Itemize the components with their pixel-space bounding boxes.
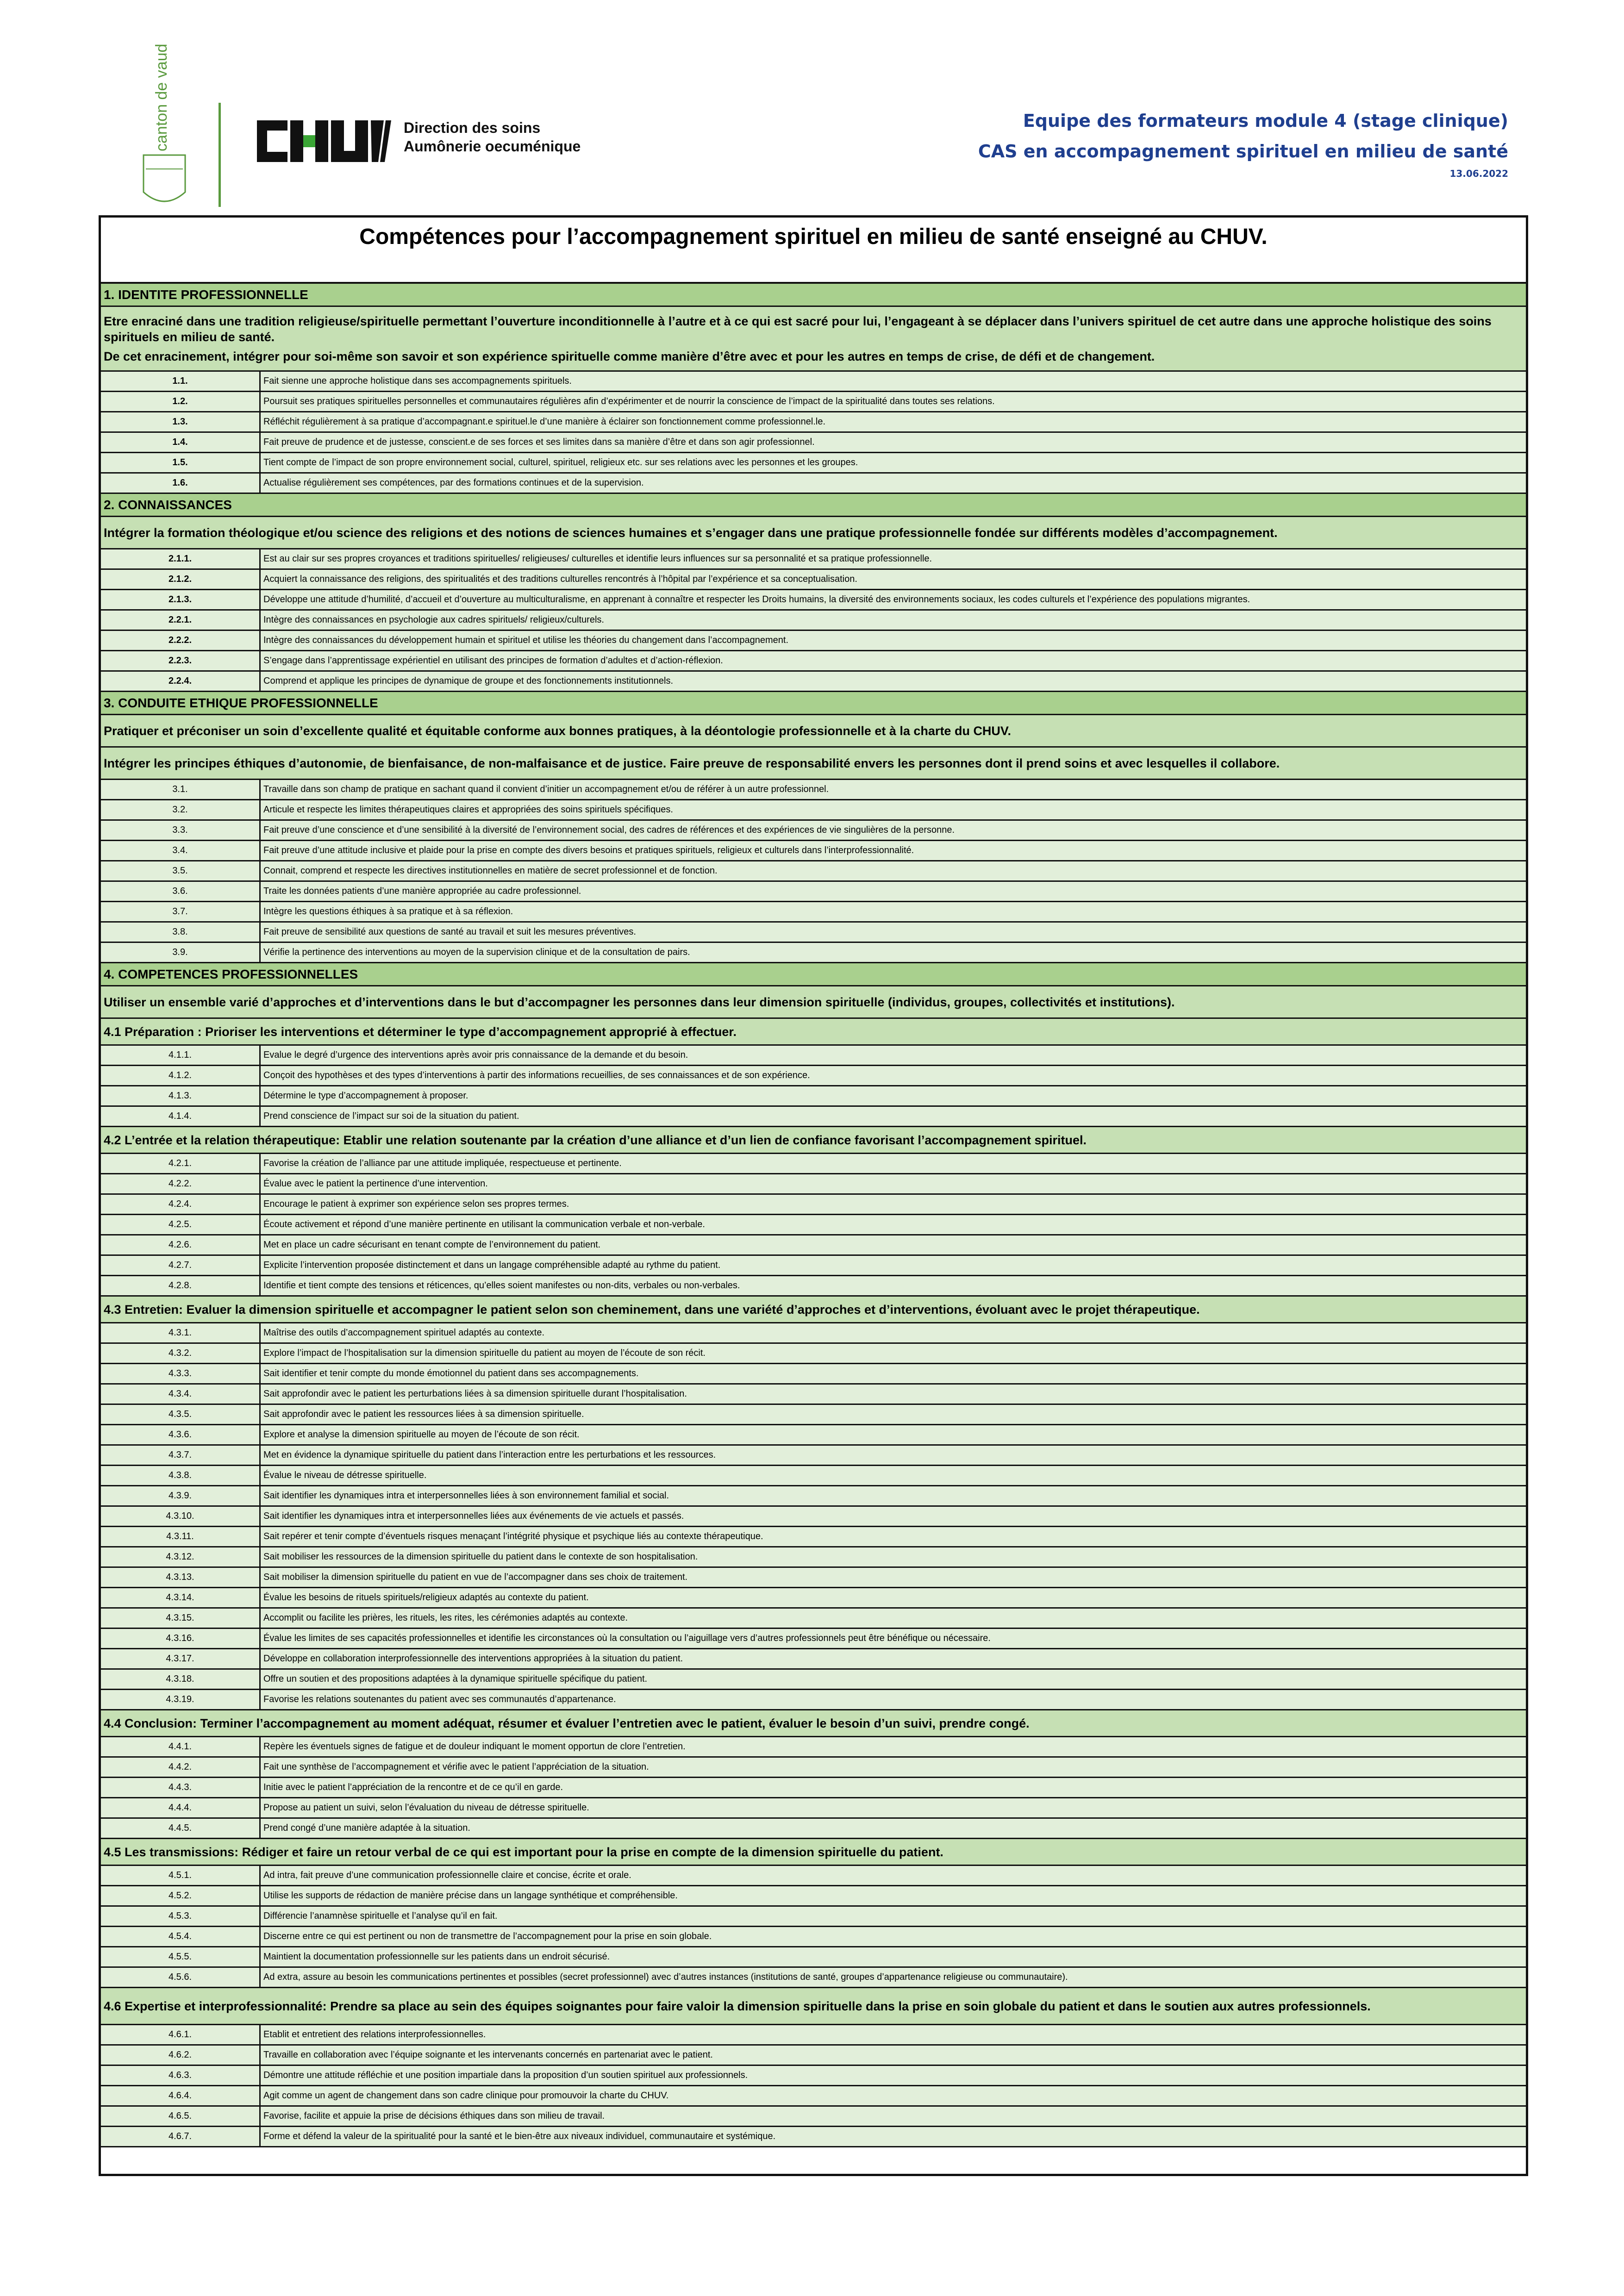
table-row (101, 882, 1526, 902)
item-description: Sait approfondir avec le patient les perturbations liées à sa dimension spirituelle durant l’hospitalisation. (263, 1389, 687, 1399)
item-description: Est au clair sur ses propres croyances et traditions spirituelles/ religieuses/ culturelles et identifie leurs influences sur sa personnalité et sa pratique professionnelle. (263, 554, 932, 564)
item-description: Conçoit des hypothèses et des types d’interventions à partir des informations recueillies, de ses connaissances et de son expérience. (263, 1070, 810, 1080)
table-row (101, 1046, 1526, 1066)
table-row (101, 1256, 1526, 1276)
item-number: 4.3.15. (101, 1609, 261, 1628)
item-number: 4.2.1. (101, 1154, 261, 1173)
item-number: 4.3.6. (101, 1425, 261, 1444)
item-description: Sait approfondir avec le patient les ressources liées à sa dimension spirituelle. (263, 1409, 584, 1419)
table-row (101, 2127, 1526, 2147)
section-header: 1. IDENTITE PROFESSIONNELLE (101, 284, 1526, 307)
table-row (101, 1066, 1526, 1086)
table-row (101, 1344, 1526, 1364)
table-row (101, 1385, 1526, 1405)
item-number: 2.1.1. (101, 549, 261, 568)
item-number: 1.5. (101, 453, 261, 472)
item-description: Agit comme un agent de changement dans son cadre clinique pour promouvoir la charte du CHUV. (263, 2090, 669, 2101)
item-description: Actualise régulièrement ses compétences, par des formations continues et de la supervision. (263, 478, 644, 488)
item-number: 2.2.2. (101, 631, 261, 650)
item-description: Maîtrise des outils d’accompagnement spirituel adaptés au contexte. (263, 1328, 545, 1338)
section-header: 3. CONDUITE ETHIQUE PROFESSIONNELLE (101, 692, 1526, 715)
table-row (101, 1737, 1526, 1758)
item-description: Démontre une attitude réfléchie et une position impartiale dans la proposition d’un soutien spirituel aux professionnels. (263, 2070, 748, 2080)
item-description: Intègre des connaissances du développement humain et spirituel et utilise les théories du changement dans l’accompagnement. (263, 635, 789, 645)
table-row (101, 1927, 1526, 1947)
item-description: Prend conscience de l’impact sur soi de la situation du patient. (263, 1111, 519, 1121)
item-number: 4.3.3. (101, 1364, 261, 1383)
item-number: 4.2.5. (101, 1215, 261, 1234)
item-number: 4.2.8. (101, 1276, 261, 1295)
item-number: 4.3.1. (101, 1323, 261, 1342)
item-number: 3.5. (101, 861, 261, 880)
table-row (101, 1609, 1526, 1629)
item-description: Développe en collaboration interprofessionnelle des interventions appropriées à la situation du patient. (263, 1653, 683, 1664)
competence-statement: Intégrer les principes éthiques d’autonomie, de bienfaisance, de non-malfaisance et de justice. Faire preuve de responsabilité envers les personnes dont il prend soins et avec lesquelles il collabore. (101, 748, 1526, 780)
vaud-logo-text: canton de vaud (153, 44, 170, 151)
table-row (101, 2046, 1526, 2066)
item-number: 4.6.2. (101, 2046, 261, 2065)
table-row (101, 923, 1526, 943)
item-number: 4.3.13. (101, 1568, 261, 1587)
item-number: 4.3.10. (101, 1507, 261, 1526)
item-description: Fait une synthèse de l’accompagnement et vérifie avec le patient l’appréciation de la situation. (263, 1762, 649, 1772)
item-number: 4.5.6. (101, 1968, 261, 1987)
item-description: Met en place un cadre sécurisant en tenant compte de l’environnement du patient. (263, 1240, 601, 1250)
logo-separator (219, 103, 221, 207)
item-description: Sait mobiliser les ressources de la dimension spirituelle du patient dans le contexte de son hospitalisation. (263, 1552, 698, 1562)
table-row (101, 2025, 1526, 2046)
chuv-logo-text: CHUV (323, 164, 325, 165)
item-description: Identifie et tient compte des tensions et réticences, qu’elles soient manifestes ou non-dits, verbales ou non-verbales. (263, 1280, 740, 1291)
table-row (101, 1968, 1526, 1988)
item-number: 4.3.9. (101, 1486, 261, 1505)
table-row (101, 1364, 1526, 1385)
item-number: 3.7. (101, 902, 261, 921)
table-row (101, 1629, 1526, 1649)
table-row (101, 821, 1526, 841)
table-row (101, 1819, 1526, 1839)
item-number: 4.6.4. (101, 2086, 261, 2105)
item-description: Sait identifier et tenir compte du monde émotionnel du patient dans ses accompagnements. (263, 1368, 639, 1379)
item-number: 1.1. (101, 372, 261, 391)
item-description: Travaille en collaboration avec l’équipe soignante et les intervenants concernés en partenariat avec le patient. (263, 2050, 713, 2060)
chuv-logo (257, 117, 391, 166)
item-number: 4.1.2. (101, 1066, 261, 1085)
item-number: 2.2.4. (101, 672, 261, 691)
item-description: Travaille dans son champ de pratique en sachant quand il convient d’initier un accompagnement et/ou de référer à un autre professionnel. (263, 784, 829, 794)
table-row (101, 800, 1526, 821)
table-row (101, 1907, 1526, 1927)
table-row (101, 1276, 1526, 1297)
item-description: Discerne entre ce qui est pertinent ou non de transmettre de l’accompagnement pour la prise en soin globale. (263, 1931, 712, 1941)
item-description: Poursuit ses pratiques spirituelles personnelles et communautaires régulières afin d’expérimenter et de nourrir la conscience de l’impact de la spiritualité dans toutes ses relations. (263, 396, 995, 406)
table-row (101, 1547, 1526, 1568)
item-description: Utilise les supports de rédaction de manière précise dans un langage synthétique et compréhensible. (263, 1890, 678, 1901)
table-row (101, 861, 1526, 882)
table-row (101, 453, 1526, 474)
item-description: Accomplit ou facilite les prières, les rituels, les rites, les cérémonies adaptés au contexte. (263, 1613, 628, 1623)
item-number: 4.3.17. (101, 1649, 261, 1668)
item-number: 4.1.1. (101, 1046, 261, 1065)
item-number: 4.4.5. (101, 1819, 261, 1838)
item-number: 1.6. (101, 474, 261, 493)
item-number: 3.2. (101, 800, 261, 819)
table-row (101, 780, 1526, 800)
item-description: S’engage dans l’apprentissage expérientiel en utilisant des principes de formation d’adultes et d’action-réflexion. (263, 655, 723, 666)
competence-statement-text: De cet enracinement, intégrer pour soi-même son savoir et son expérience spirituelle comme manière d’être avec et pour les autres en temps de crise, de défi et de changement. (104, 349, 1155, 363)
item-description: Évalue le niveau de détresse spirituelle. (263, 1470, 427, 1480)
item-description: Fait preuve d’une attitude inclusive et plaide pour la prise en compte des divers besoins et pratiques spirituels, religieux et culturels dans l’interprofessionnalité. (263, 845, 914, 855)
table-row (101, 570, 1526, 590)
table-row (101, 372, 1526, 392)
item-description: Propose au patient un suivi, selon l’évaluation du niveau de détresse spirituelle. (263, 1803, 589, 1813)
table-row (101, 672, 1526, 692)
competence-statement-text: Etre enraciné dans une tradition religieuse/spirituelle permettant l’ouverture inconditionnelle à l’autre et à ce qui est sacré pour lui, l’engageant à se déplacer dans l’univers spirituel de cet autre dans une approche holistique des soins spirituels en milieu de santé. (104, 314, 1492, 344)
competence-statement (101, 307, 1526, 372)
item-description: Connait, comprend et respecte les directives institutionnelles en matière de secret professionnel et de fonction. (263, 866, 718, 876)
item-description: Etablit et entretient des relations interprofessionnelles. (263, 2029, 486, 2040)
table-row (101, 1174, 1526, 1195)
direction-line2: Aumônerie oecuménique (404, 138, 581, 155)
competences-table (99, 215, 1528, 2176)
item-description: Repère les éventuels signes de fatigue et de douleur indiquant le moment opportun de clore l’entretien. (263, 1741, 686, 1752)
item-number: 2.2.1. (101, 611, 261, 630)
item-number: 4.1.4. (101, 1107, 261, 1126)
table-row (101, 2066, 1526, 2086)
item-description: Initie avec le patient l’appréciation de la rencontre et de ce qu’il en garde. (263, 1782, 563, 1792)
direction-line1: Direction des soins (404, 119, 541, 136)
item-number: 4.3.8. (101, 1466, 261, 1485)
item-number: 4.2.6. (101, 1235, 261, 1254)
item-description: Favorise les relations soutenantes du patient avec ses communautés d’appartenance. (263, 1694, 616, 1704)
item-number: 4.3.18. (101, 1670, 261, 1689)
item-number: 4.4.1. (101, 1737, 261, 1756)
document-date: 13.06.2022 (1449, 168, 1508, 179)
item-description: Articule et respecte les limites thérapeutiques claires et appropriées des soins spirituels spécifiques. (263, 805, 673, 815)
item-description: Evalue le degré d’urgence des interventions après avoir pris connaissance de la demande et du besoin. (263, 1050, 688, 1060)
competence-statement: 4.3 Entretien: Evaluer la dimension spirituelle et accompagner le patient selon son cheminement, dans une variété d’approches et d’interventions, évoluant avec le projet thérapeutique. (101, 1297, 1526, 1323)
competence-statement: 4.6 Expertise et interprofessionnalité: Prendre sa place au sein des équipes soignantes pour faire valoir la dimension spirituelle dans la prise en soin globale du patient et dans le soutien aux autres professionnels. (101, 1988, 1526, 2025)
item-number: 4.2.4. (101, 1195, 261, 1214)
competence-statement: Intégrer la formation théologique et/ou science des religions et des notions de sciences humaines et s’engager dans une pratique professionnelle fondée sur différents modèles d’accompagnement. (101, 517, 1526, 549)
item-description: Traite les données patients d’une manière appropriée au cadre professionnel. (263, 886, 581, 896)
item-description: Fait sienne une approche holistique dans ses accompagnements spirituels. (263, 376, 572, 386)
item-description: Ad extra, assure au besoin les communications pertinentes et possibles (secret professionnel) avec d’autres instances (institutions de santé, groupes d’appartenance religieuse ou communautaire). (263, 1972, 1068, 1982)
table-row (101, 1154, 1526, 1174)
canton-de-vaud-logo (139, 44, 190, 211)
item-number: 4.3.11. (101, 1527, 261, 1546)
table-row (101, 651, 1526, 672)
item-number: 4.3.19. (101, 1690, 261, 1709)
table-row (101, 1588, 1526, 1609)
item-description: Évalue les limites de ses capacités professionnelles et identifie les circonstances où la consultation ou l’aiguillage vers d’autres professionnels peut être bénéfique ou nécessaire. (263, 1633, 991, 1643)
item-number: 4.4.2. (101, 1758, 261, 1777)
item-description: Explore l’impact de l’hospitalisation sur la dimension spirituelle du patient au moyen de l’écoute de son récit. (263, 1348, 706, 1358)
item-number: 3.6. (101, 882, 261, 901)
cas-title: CAS en accompagnement spirituel en milieu de santé (978, 141, 1508, 162)
item-number: 4.5.2. (101, 1886, 261, 1905)
table-row (101, 549, 1526, 570)
item-description: Sait mobiliser la dimension spirituelle du patient en vue de l’accompagner dans ses choix de traitement. (263, 1572, 688, 1582)
item-number: 2.1.2. (101, 570, 261, 589)
item-number: 3.1. (101, 780, 261, 799)
table-row (101, 902, 1526, 923)
item-description: Tient compte de l’impact de son propre environnement social, culturel, spirituel, religieux etc. sur ses relations avec les personnes et les groupes. (263, 457, 858, 468)
item-description: Met en évidence la dynamique spirituelle du patient dans l’interaction entre les perturbations et les ressources. (263, 1450, 716, 1460)
table-row (101, 841, 1526, 861)
item-description: Écoute activement et répond d’une manière pertinente en utilisant la communication verbale et non-verbale. (263, 1219, 705, 1229)
item-number: 4.3.12. (101, 1547, 261, 1566)
item-description: Fait preuve de sensibilité aux questions de santé au travail et suit les mesures préventives. (263, 927, 636, 937)
item-description: Fait preuve de prudence et de justesse, conscient.e de ses forces et ses limites dans sa manière d’être et dans son agir professionnel. (263, 437, 815, 447)
item-number: 4.3.2. (101, 1344, 261, 1363)
item-description: Offre un soutien et des propositions adaptées à la dynamique spirituelle spécifique du patient. (263, 1674, 648, 1684)
direction-text (404, 119, 581, 156)
item-number: 2.1.3. (101, 590, 261, 609)
table-row (101, 1323, 1526, 1344)
item-number: 4.4.3. (101, 1778, 261, 1797)
item-description: Détermine le type d’accompagnement à proposer. (263, 1091, 468, 1101)
table-row (101, 1235, 1526, 1256)
table-row (101, 1215, 1526, 1235)
table-row (101, 1778, 1526, 1798)
item-description: Sait identifier les dynamiques intra et interpersonnelles liées aux événements de vie actuels et passés. (263, 1511, 684, 1521)
item-description: Fait preuve d’une conscience et d’une sensibilité à la diversité de l’environnement social, des cadres de références et des expériences de vie singulières de la personne. (263, 825, 955, 835)
team-title: Equipe des formateurs module 4 (stage clinique) (1023, 111, 1508, 131)
item-description: Forme et défend la valeur de la spiritualité pour la santé et le bien-être aux niveaux individuel, communautaire et systémique. (263, 2131, 776, 2141)
item-description: Évalue les besoins de rituels spirituels/religieux adaptés au contexte du patient. (263, 1592, 589, 1603)
table-row (101, 1670, 1526, 1690)
item-description: Acquiert la connaissance des religions, des spiritualités et des traditions culturelles rencontrés à l’hôpital par l’expérience et sa conceptualisation. (263, 574, 857, 584)
item-description: Différencie l’anamnèse spirituelle et l’analyse qu’il en fait. (263, 1911, 498, 1921)
table-row (101, 2107, 1526, 2127)
item-number: 1.2. (101, 392, 261, 411)
section-header: 4. COMPETENCES PROFESSIONNELLES (101, 963, 1526, 986)
table-row (101, 1195, 1526, 1215)
item-number: 4.1.3. (101, 1086, 261, 1105)
competence-statement: Utiliser un ensemble varié d’approches et d’interventions dans le but d’accompagner les personnes dans leur dimension spirituelle (individus, groupes, collectivités et institutions). (101, 986, 1526, 1019)
competence-statement: 4.2 L’entrée et la relation thérapeutique: Etablir une relation soutenante par la création d’une alliance et d’un lien de confiance favorisant l’accompagnement spirituel. (101, 1127, 1526, 1154)
course-info (978, 107, 1508, 180)
item-description: Évalue avec le patient la pertinence d’une intervention. (263, 1179, 488, 1189)
item-number: 4.5.5. (101, 1947, 261, 1966)
table-row (101, 1798, 1526, 1819)
item-number: 1.3. (101, 412, 261, 431)
item-number: 4.6.3. (101, 2066, 261, 2085)
item-description: Réfléchit régulièrement à sa pratique d’accompagnant.e spirituel.le d’une manière à éclairer son fonctionnement comme professionnel.le. (263, 417, 826, 427)
table-row (101, 1107, 1526, 1127)
item-number: 4.3.7. (101, 1446, 261, 1465)
item-number: 4.3.14. (101, 1588, 261, 1607)
item-number: 4.5.4. (101, 1927, 261, 1946)
table-row (101, 1486, 1526, 1507)
table-row (101, 1466, 1526, 1486)
table-row (101, 1086, 1526, 1107)
table-row (101, 1947, 1526, 1968)
table-row (101, 1690, 1526, 1710)
table-row (101, 590, 1526, 611)
competence-statement: 4.1 Préparation : Prioriser les interventions et déterminer le type d’accompagnement approprié à effectuer. (101, 1019, 1526, 1046)
item-number: 4.6.5. (101, 2107, 261, 2126)
item-number: 4.6.1. (101, 2025, 261, 2044)
item-description: Explore et analyse la dimension spirituelle au moyen de l’écoute de son récit. (263, 1429, 580, 1440)
competence-statement: 4.5 Les transmissions: Rédiger et faire un retour verbal de ce qui est important pour la prise en compte de la dimension spirituelle du patient. (101, 1839, 1526, 1866)
table-row (101, 1568, 1526, 1588)
item-description: Sait repérer et tenir compte d’éventuels risques menaçant l’intégrité physique et psychique liés au contexte thérapeutique. (263, 1531, 763, 1541)
table-row (101, 1527, 1526, 1547)
item-number: 4.3.16. (101, 1629, 261, 1648)
item-description: Sait identifier les dynamiques intra et interpersonnelles liées à son environnement familial et social. (263, 1491, 669, 1501)
table-row (101, 1886, 1526, 1907)
item-description: Favorise, facilite et appuie la prise de décisions éthiques dans son milieu de travail. (263, 2111, 605, 2121)
table-row (101, 1446, 1526, 1466)
item-number: 4.4.4. (101, 1798, 261, 1817)
table-title: Compétences pour l’accompagnement spirituel en milieu de santé enseigné au CHUV. (101, 218, 1526, 284)
table-row (101, 474, 1526, 494)
item-description: Comprend et applique les principes de dynamique de groupe et des fonctionnements institutionnels. (263, 676, 673, 686)
section-header: 2. CONNAISSANCES (101, 494, 1526, 517)
item-number: 4.3.5. (101, 1405, 261, 1424)
item-description: Développe une attitude d’humilité, d’accueil et d’ouverture au multiculturalisme, en apprenant à connaître et respecter les Droits humains, la diversité des environnements sociaux, les codes culturels et l’expérience des populations migrantes. (263, 594, 1250, 605)
table-rows (101, 284, 1526, 2147)
competence-statement: Pratiquer et préconiser un soin d’excellente qualité et équitable conforme aux bonnes pratiques, à la déontologie professionnelle et à la charte du CHUV. (101, 715, 1526, 748)
table-row (101, 1425, 1526, 1446)
table-row (101, 392, 1526, 412)
table-row (101, 631, 1526, 651)
table-row (101, 611, 1526, 631)
table-row (101, 1405, 1526, 1425)
table-row (101, 943, 1526, 963)
item-number: 4.3.4. (101, 1385, 261, 1404)
competence-statement: 4.4 Conclusion: Terminer l’accompagnement au moment adéquat, résumer et évaluer l’entretien avec le patient, évaluer le besoin d’un suivi, prendre congé. (101, 1710, 1526, 1737)
item-number: 4.2.7. (101, 1256, 261, 1275)
table-row (101, 433, 1526, 453)
item-number: 3.4. (101, 841, 261, 860)
item-description: Maintient la documentation professionnelle sur les patients dans un endroit sécurisé. (263, 1952, 610, 1962)
item-number: 4.5.1. (101, 1866, 261, 1885)
item-number: 4.2.2. (101, 1174, 261, 1193)
table-row (101, 1758, 1526, 1778)
item-number: 1.4. (101, 433, 261, 452)
page-header (0, 0, 1624, 213)
item-description: Intègre des connaissances en psychologie aux cadres spirituels/ religieux/culturels. (263, 615, 604, 625)
table-row (101, 1507, 1526, 1527)
item-description: Ad intra, fait preuve d’une communication professionnelle claire et concise, écrite et orale. (263, 1870, 631, 1880)
item-description: Explicite l’intervention proposée distinctement et dans un langage compréhensible adapté au rythme du patient. (263, 1260, 721, 1270)
item-description: Intègre les questions éthiques à sa pratique et à sa réflexion. (263, 906, 513, 917)
item-description: Vérifie la pertinence des interventions au moyen de la supervision clinique et de la consultation de pairs. (263, 947, 690, 957)
table-row (101, 2086, 1526, 2107)
table-row (101, 1649, 1526, 1670)
item-description: Favorise la création de l’alliance par une attitude impliquée, respectueuse et pertinente. (263, 1158, 622, 1168)
item-number: 3.8. (101, 923, 261, 942)
item-number: 3.3. (101, 821, 261, 840)
item-description: Prend congé d’une manière adaptée à la situation. (263, 1823, 470, 1833)
item-number: 3.9. (101, 943, 261, 962)
table-row (101, 1866, 1526, 1886)
item-description: Encourage le patient à exprimer son expérience selon ses propres termes. (263, 1199, 569, 1209)
table-row (101, 412, 1526, 433)
item-number: 4.6.7. (101, 2127, 261, 2146)
item-number: 2.2.3. (101, 651, 261, 670)
item-number: 4.5.3. (101, 1907, 261, 1926)
